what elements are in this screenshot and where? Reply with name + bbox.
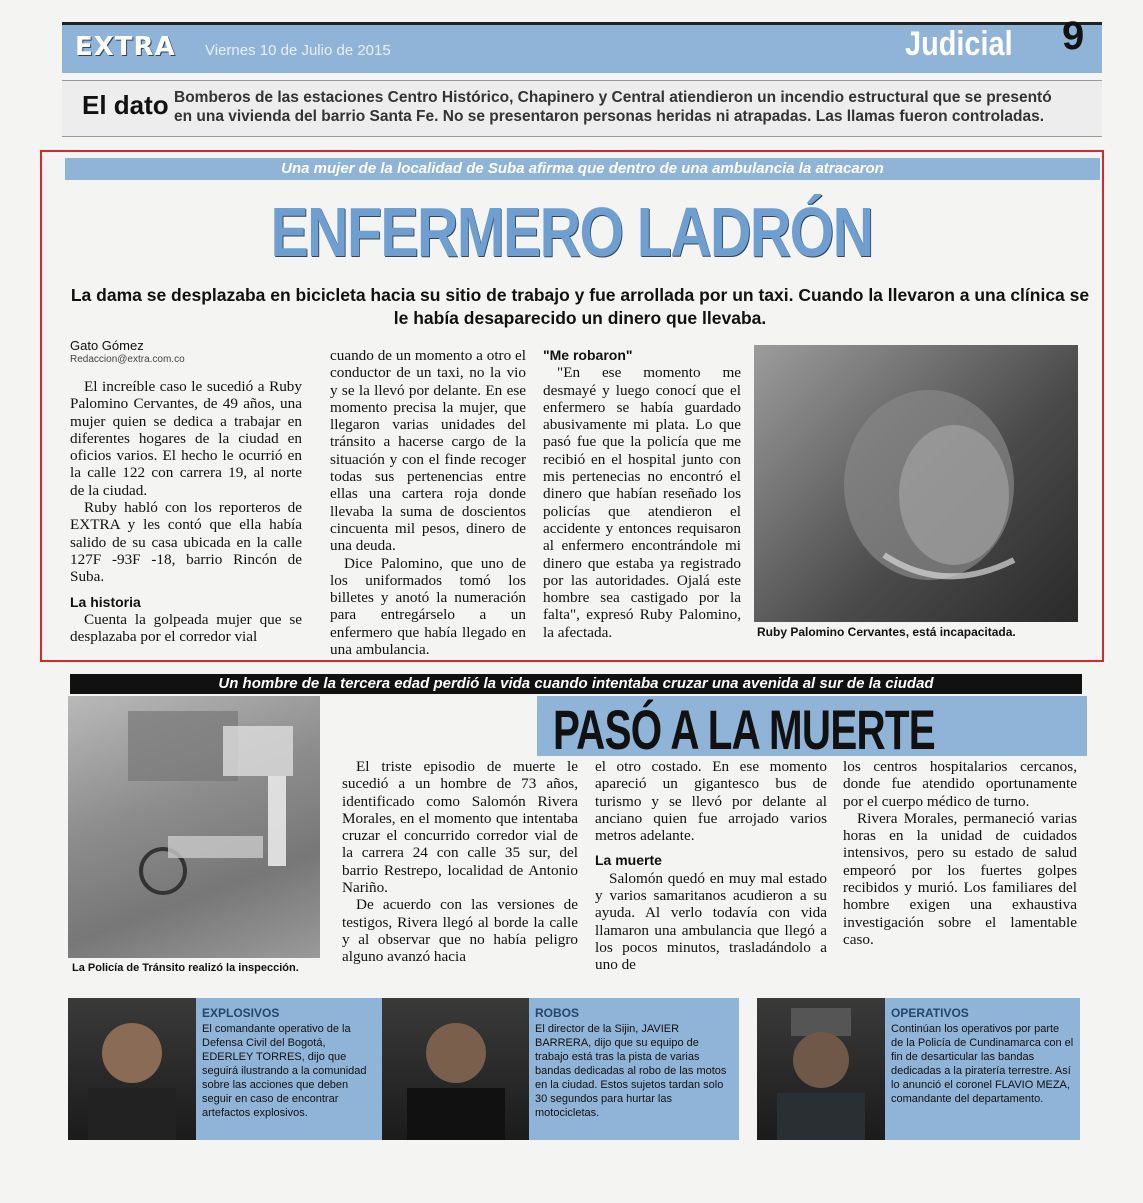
paragraph: los centros hospitalarios cercanos, donde fue atendido oportunamente por el cuerpo médico de turno. xyxy=(843,758,1077,810)
issue-date: Viernes 10 de Julio de 2015 xyxy=(205,42,391,59)
story2-column-2 xyxy=(595,758,827,974)
brief-photo-robos xyxy=(382,998,529,1140)
brief-panel-robos xyxy=(529,998,739,1140)
paragraph: El increíble caso le sucedió a Ruby Palomino Cervantes, de 49 años, una mujer quien se dedica a trabajar en diferentes hogares de la ciudad en oficios varios. El hecho le ocurrió en la calle 122 con carrera 19, al norte de la ciudad. xyxy=(70,378,302,499)
brief-photo-explosivos xyxy=(68,998,196,1140)
photo-accident-scene xyxy=(68,696,320,958)
newspaper-logo: EXTRA xyxy=(75,32,176,62)
paragraph: Rivera Morales, permaneció varias horas en la unidad de cuidados intensivos, pero su estado de salud empeoró por los fuertes golpes recibidos y murió. Los familiares del hombre exigen una exhaustiva investigación sobre el lamentable caso. xyxy=(843,809,1077,948)
brief-text: El comandante operativo de la Defensa Civil del Bogotá, EDERLEY TORRES, dijo que seguirá ilustrando a la comunidad sobre las acciones que deben seguir en caso de encontrar artefactos explosivos. xyxy=(202,1023,367,1119)
photo-injured-woman xyxy=(754,345,1078,622)
story1-column-1 xyxy=(70,378,302,645)
paragraph: Cuenta la golpeada mujer que se desplazaba por el corredor vial xyxy=(70,610,302,646)
paragraph: El triste episodio de muerte le sucedió a un hombre de 73 años, identificado como Salomón Rivera Morales, en el momento que intentaba cruzar el concurrido corredor vial de la carrera 24 con calle 35 sur, del barrio Restrepo, localidad de Antonio Nariño. xyxy=(342,758,578,897)
paragraph: Salomón quedó en muy mal estado y varios samaritanos acudieron a su ayuda. Al verlo todavía con vida llamaron una ambulancia que llegó a los pocos minutos, trasladándolo a uno de xyxy=(595,869,827,974)
photo-placeholder-icon xyxy=(68,696,320,958)
section-title: Judicial xyxy=(905,25,1013,63)
paragraph: el otro costado. En ese momento apareció un gigantesco bus de turismo y se llevó por delante al anciano quien fue arrojado varios metros adelante. xyxy=(595,758,827,845)
story1-kicker: Una mujer de la localidad de Suba afirma que dentro de una ambulancia la atracaron xyxy=(65,158,1100,180)
brief-title: ROBOS xyxy=(535,1006,580,1020)
story1-headline: ENFERMERO LADRÓN xyxy=(270,193,873,271)
brief-text: El director de la Sijin, JAVIER BARRERA, dijo que su equipo de trabajo está tras la pista de varias bandas dedicadas al robo de las motos en la ciudad. Estos sujetos tardan solo 30 segundos para hurtar las motocicletas. xyxy=(535,1023,727,1119)
photo-caption: La Policía de Tránsito realizó la inspección. xyxy=(72,962,299,974)
story1-column-3 xyxy=(543,347,741,641)
story2-column-3 xyxy=(843,758,1077,948)
page-number: 9 xyxy=(1062,14,1085,58)
story2-kicker: Un hombre de la tercera edad perdió la vida cuando intentaba cruzar una avenida al sur de la ciudad xyxy=(70,674,1082,694)
dato-text: Bomberos de las estaciones Centro Histórico, Chapinero y Central atiendieron un incendio estructural que se presentó en una vivienda del barrio Santa Fe. No se presentaron personas heridas ni atrapadas. Las llamas fueron controladas. xyxy=(174,89,1052,125)
brief-title: EXPLOSIVOS xyxy=(202,1006,280,1020)
dato-label: El dato xyxy=(82,90,169,120)
paragraph: Dice Palomino, que uno de los uniformados tomó los billetes y anotó la numeración para entregárselo a un enfermero que había llegado en una ambulancia. xyxy=(330,554,526,659)
photo-placeholder-icon xyxy=(754,345,1078,622)
paragraph: "En ese momento me desmayé y luego conocí que el enfermero se había guardado abusivamente mi plata. Lo que pasó fue que la policía que me recibió en el hospital junto con mis pertenecias no encontró el dinero que habían reseñado los policías que atendieron el accidente y entonces requisaron al enfermero encontrándole mi dinero que estaba ya registrado por las autoridades. Ojalá este hombre sea castigado por la falta", expresó Ruby Palomino, la afectada. xyxy=(543,364,741,641)
portrait-icon xyxy=(382,998,529,1140)
subheading: "Me robaron" xyxy=(543,347,633,363)
brief-title: OPERATIVOS xyxy=(891,1006,969,1020)
paragraph: De acuerdo con las versiones de testigos, Rivera llegó al borde la calle y al observar que no había peligro alguno avanzó hacia xyxy=(342,896,578,966)
portrait-icon xyxy=(757,998,885,1140)
story2-headline: PASÓ A LA MUERTE xyxy=(553,698,935,761)
photo-caption: Ruby Palomino Cervantes, está incapacitada. xyxy=(757,625,1016,639)
byline-email: Redaccion@extra.com.co xyxy=(70,354,185,365)
story2-column-1 xyxy=(342,758,578,966)
paragraph: cuando de un momento a otro el conductor de un taxi, no la vio y se la llevó por delante. En ese momento precisa la mujer, que llegaron varias unidades del tránsito a hacerse cargo de la situación y con el finde recoger todas sus pertenencias entre ellas una cartera roja donde llevaba la suma de doscientos cincuenta mil pesos, dinero de una deuda. xyxy=(330,347,526,555)
brief-panel-operativos xyxy=(885,998,1080,1140)
story1-column-2 xyxy=(330,347,526,658)
byline: Gato Gómez xyxy=(70,338,144,353)
subheading: La historia xyxy=(70,593,141,610)
paragraph: Ruby habló con los reporteros de EXTRA y les contó que ella había salido de su casa ubicada en la calle 127F -93F -18, barrio Rincón de Suba. xyxy=(70,499,302,586)
brief-panel-explosivos xyxy=(196,998,382,1140)
brief-photo-operativos xyxy=(757,998,885,1140)
story1-deck: La dama se desplazaba en bicicleta hacia su sitio de trabajo y fue arrollada por un taxi. Cuando la llevaron a una clínica se le había desaparecido un dinero que llevaba. xyxy=(70,285,1090,328)
brief-text: Continúan los operativos por parte de la Policía de Cundinamarca con el fin de desarticular las bandas dedicadas a la piratería terrestre. Así lo anunció el coronel FLAVIO MEZA, comandante del departamento. xyxy=(891,1023,1074,1105)
portrait-icon xyxy=(68,998,196,1140)
subheading: La muerte xyxy=(595,852,662,869)
